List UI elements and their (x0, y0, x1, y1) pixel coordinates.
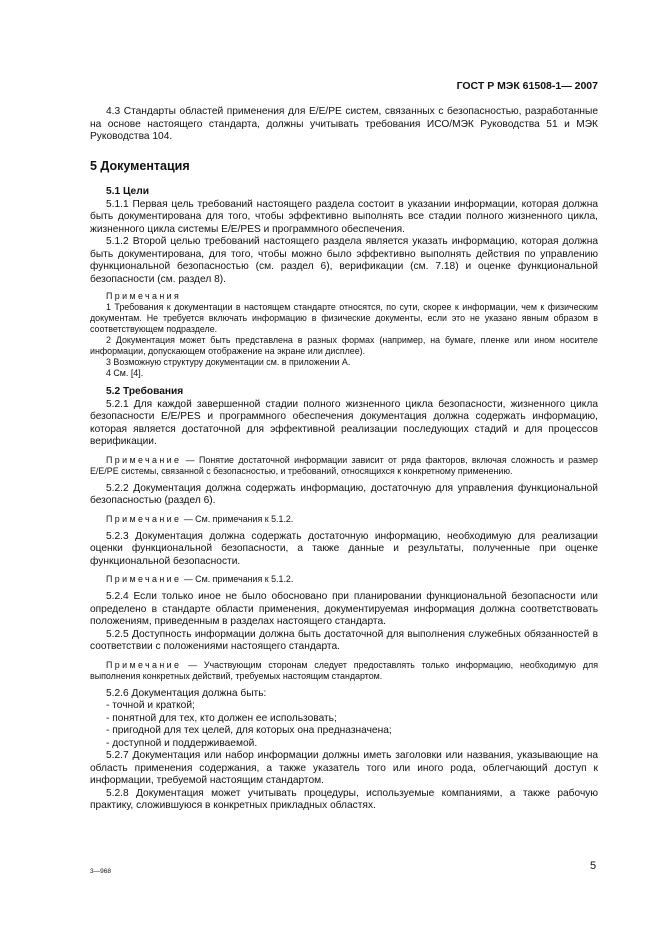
note-1: 1 Требования к документации в настоящем стандарте относятся, по сути, скорее к информации, чем к физическим документам. Не требуется включать информацию в физические документы, если это не указано явным образом в соответствующем подразделе. (90, 302, 598, 334)
note-5-2-1 (90, 455, 598, 477)
section-5-title: 5 Документация (90, 158, 190, 173)
standard-header: ГОСТ Р МЭК 61508-1— 2007 (456, 80, 598, 92)
note-text: — См. примечания к 5.1.2. (181, 574, 294, 584)
note-label: Примечание (106, 454, 182, 465)
paragraph-5-2-4: 5.2.4 Если только иное не было обосновано при планировании функциональной безопасности или определено в стандарте области применения, документируемая информация должна соответствовать положениям, приведенным в разделах настоящего стандарта. (90, 591, 598, 627)
note-label: Примечание (106, 513, 182, 524)
note-4: 4 См. [4]. (106, 368, 144, 378)
note-text: — См. примечания к 5.1.2. (181, 513, 294, 524)
print-code: 3—968 (90, 868, 111, 875)
paragraph-5-2-8: 5.2.8 Документация может учитывать процедуры, используемые компаниями, а также рабочую практику, сложившуюся в конкретных прикладных областях. (90, 787, 598, 811)
note-5-2-3 (90, 574, 598, 585)
note-2: 2 Документация может быть представлена в разных формах (например, на бумаге, пленке или ином носителе информации, допускающем отображение на экране или дисплее). (90, 335, 598, 356)
note-label: Примечание (106, 659, 182, 670)
paragraph-5-2-6: 5.2.6 Документация должна быть: (106, 687, 267, 699)
list-item: - понятной для тех, кто должен ее использовать; (106, 712, 337, 724)
paragraph-4-3: 4.3 Стандарты областей применения для E/E/PE систем, связанных с безопасностью, разработанные на основе настоящего стандарта, должны учитывать требования ИСО/МЭК Руководства 51 и МЭК Руководства 104. (90, 106, 598, 142)
subsection-5-2-title: 5.2 Требования (106, 386, 184, 397)
notes-label: Примечания (106, 291, 182, 301)
paragraph-5-1-1: 5.1.1 Первая цель требований настоящего раздела состоит в указании информации, которая должна быть документирована для того, чтобы эффективно выполнять все стадии полного жизненного цикла, жизненного цикла системы E/E/PES и программного обеспечения. (90, 198, 598, 235)
list-item: - доступной и поддерживаемой. (106, 737, 258, 749)
list-item: - точной и краткой; (106, 700, 195, 711)
note-5-2-5 (90, 660, 598, 682)
paragraph-5-2-2: 5.2.2 Документация должна содержать информацию, достаточную для управления функциональной безопасностью (раздел 6). (90, 482, 598, 506)
paragraph-5-2-5: 5.2.5 Доступность информации должна быть достаточной для выполнения служебных обязанностей в соответствии с положениями настоящего стандарта. (90, 628, 598, 652)
note-text: — Участвующим сторонам следует предоставлять только информацию, необходимую для выполнения конкретных действий, требуемых настоящим стандартом. (90, 659, 598, 681)
note-label: Примечание (106, 574, 182, 584)
page-content (90, 106, 598, 813)
note-5-2-2 (90, 514, 598, 525)
paragraph-5-2-7: 5.2.7 Документация или набор информации должны иметь заголовки или названия, указывающие на область применения содержания, а также указатель того или иного рода, облегчающий доступ к информации, требуемой настоящим стандартом. (90, 750, 598, 786)
paragraph-5-1-2: 5.1.2 Второй целью требований настоящего раздела является указать информацию, которая должна быть документирована, для того, чтобы можно было эффективно выполнять действия по управлению функциональной безопасностью (см. раздел 6), верификации (см. 7.18) и оценке функциональной безопасности (см. раздел 8). (90, 236, 598, 285)
paragraph-5-2-3: 5.2.3 Документация должна содержать достаточную информацию, необходимую для реализации оценки функциональной безопасности, а также данные и результаты, полученные при оценке функциональной безопасности. (90, 530, 598, 567)
list-item: - пригодной для тех целей, для которых она предназначена; (106, 725, 392, 736)
page-number: 5 (590, 860, 597, 872)
paragraph-5-2-1: 5.2.1 Для каждой завершенной стадии полного жизненного цикла безопасности, жизненного цикла безопасности E/E/PES и программного обеспечения документация должна содержать информацию, которая является достаточной для эффективной реализации последующих стадий и для процессов верификации. (90, 398, 598, 447)
note-3: 3 Возможную структуру документации см. в приложении А. (106, 357, 351, 367)
subsection-5-1-title: 5.1 Цели (106, 186, 149, 197)
note-text: — Понятие достаточной информации зависит от ряда факторов, включая сложность и размер E/E/PE системы, связанной с безопасностью, и требований, относящихся к конкретному применению. (90, 454, 598, 476)
